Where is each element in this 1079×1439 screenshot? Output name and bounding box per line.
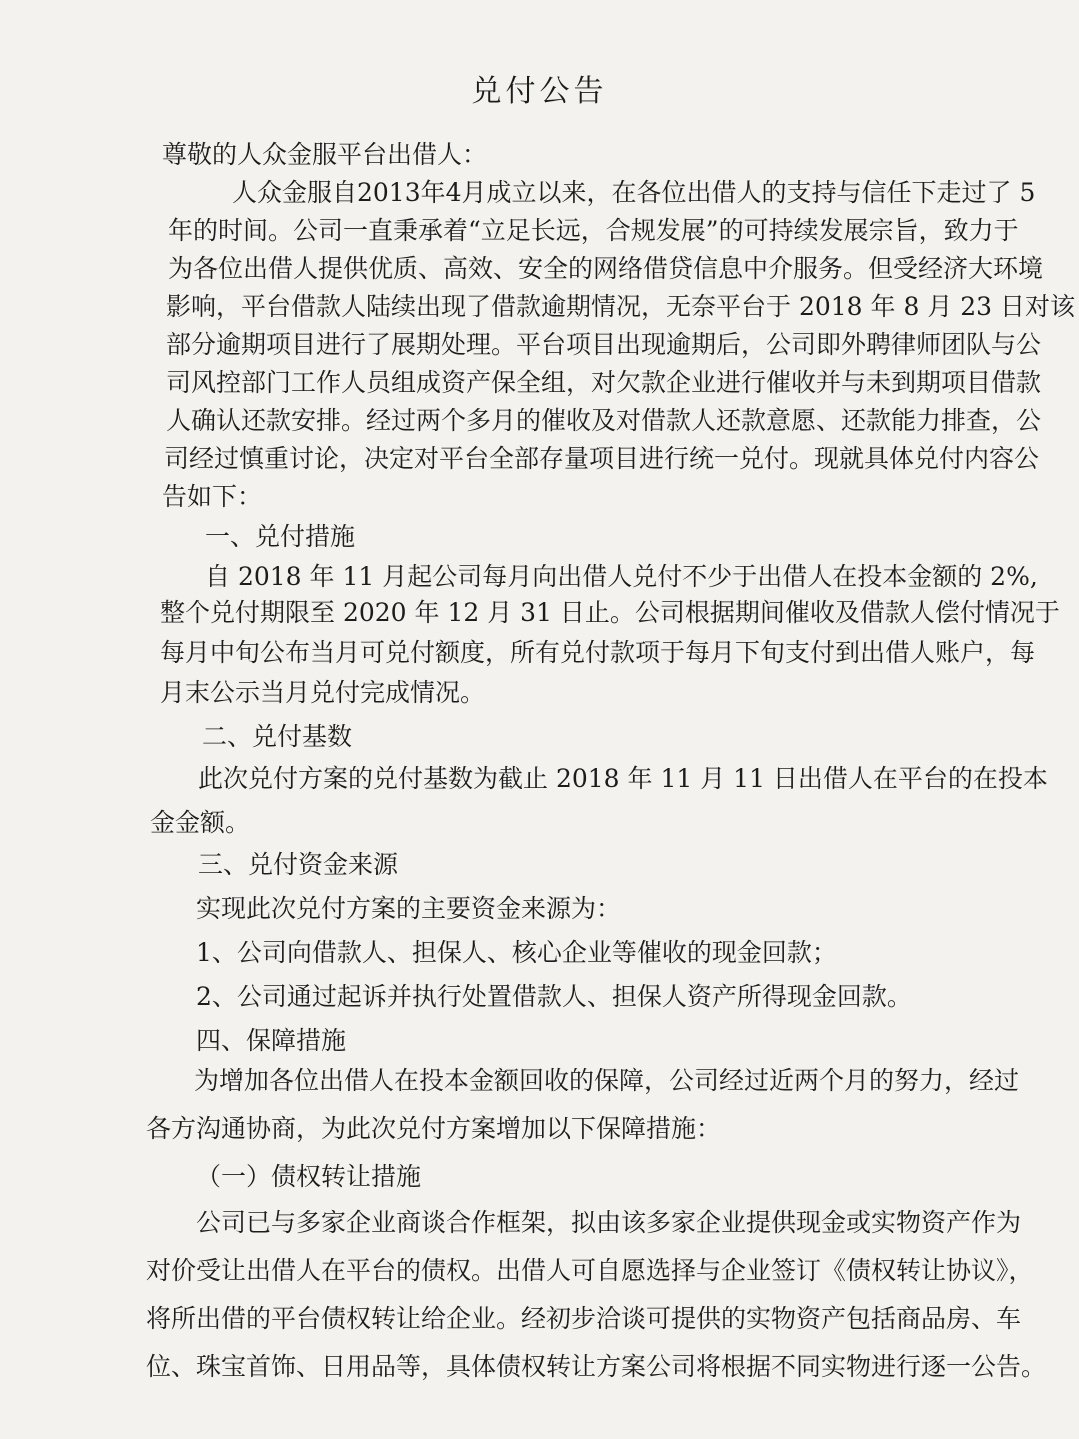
salutation: 尊敬的人众金服平台出借人：	[162, 140, 488, 169]
subsection-line: 将所出借的平台债权转让给企业。经初步洽谈可提供的实物资产包括商品房、车	[146, 1304, 1022, 1333]
section1-line: 自 2018 年 11 月起公司每月向出借人兑付不少于出借人在投本金额的 2%,	[205, 562, 1038, 591]
subsection-line: 公司已与多家企业商谈合作框架，拟由该多家企业提供现金或实物资产作为	[196, 1208, 1022, 1237]
section4-line: 各方沟通协商，为此次兑付方案增加以下保障措施：	[146, 1114, 722, 1143]
intro-line: 为各位出借人提供优质、高效、安全的网络借贷信息中介服务。但受经济大环境	[168, 254, 1044, 283]
intro-line: 人众金服自2013年4月成立以来，在各位出借人的支持与信任下走过了 5	[232, 178, 1036, 207]
section1-line: 月末公示当月兑付完成情况。	[160, 678, 486, 707]
subsection-line: 对价受让出借人在平台的债权。出借人可自愿选择与企业签订《债权转让协议》，	[146, 1256, 1034, 1285]
intro-line: 年的时间。公司一直秉承着“立足长远，合规发展”的可持续发展宗旨，致力于	[168, 216, 1019, 245]
section3-line: 2、公司通过起诉并执行处置借款人、担保人资产所得现金回款。	[196, 982, 912, 1011]
section3-line: 实现此次兑付方案的主要资金来源为：	[196, 894, 622, 923]
intro-line: 司经过慎重讨论，决定对平台全部存量项目进行统一兑付。现就具体兑付内容公	[164, 444, 1040, 473]
section1-line: 每月中旬公布当月可兑付额度，所有兑付款项于每月下旬支付到出借人账户，每	[160, 638, 1036, 667]
section1-line: 整个兑付期限至 2020 年 12 月 31 日止。公司根据期间催收及借款人偿付情况于	[160, 598, 1060, 627]
intro-line: 告如下：	[162, 482, 263, 511]
intro-line: 人确认还款安排。经过两个多月的催收及对借款人还款意愿、还款能力排查，公	[166, 406, 1042, 435]
intro-line: 司风控部门工作人员组成资产保全组，对欠款企业进行催收并与未到期项目借款	[166, 368, 1042, 397]
document-title: 兑付公告	[471, 74, 608, 109]
section4-line: 为增加各位出借人在投本金额回收的保障，公司经过近两个月的努力，经过	[194, 1066, 1020, 1095]
intro-line: 部分逾期项目进行了展期处理。平台项目出现逾期后，公司即外聘律师团队与公	[166, 330, 1042, 359]
section2-line: 此次兑付方案的兑付基数为截止 2018 年 11 月 11 日出借人在平台的在投本	[198, 764, 1048, 793]
section3-line: 1、公司向借款人、担保人、核心企业等催收的现金回款；	[196, 938, 837, 967]
section-heading-4: 四、保障措施	[196, 1026, 347, 1055]
section2-line: 金金额。	[150, 808, 251, 837]
section-heading-1: 一、兑付措施	[205, 522, 356, 551]
section-heading-2: 二、兑付基数	[202, 722, 353, 751]
section-heading-3: 三、兑付资金来源	[198, 850, 399, 879]
intro-line: 影响，平台借款人陆续出现了借款逾期情况，无奈平台于 2018 年 8 月 23 日对该	[166, 292, 1076, 321]
subsection-line: 位、珠宝首饰、日用品等，具体债权转让方案公司将根据不同实物进行逐一公告。	[146, 1352, 1047, 1381]
subsection-heading: （一）债权转让措施	[196, 1162, 422, 1191]
